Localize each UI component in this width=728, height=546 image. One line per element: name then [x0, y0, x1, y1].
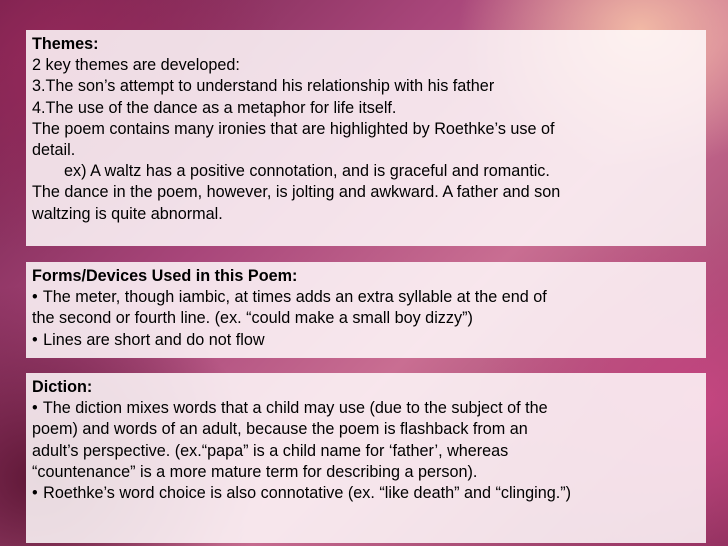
contrast-line-2: waltzing is quite abnormal.	[32, 204, 223, 223]
diction-bullet-1-line-4: “countenance” is a more mature term for describing a person).	[32, 462, 478, 481]
diction-bullet-1-line-3: adult’s perspective. (ex.“papa” is a child name for ‘father’, whereas	[32, 441, 509, 460]
themes-intro: 2 key themes are developed:	[32, 56, 240, 75]
forms-panel	[26, 262, 706, 358]
themes-heading: Themes:	[32, 35, 99, 53]
forms-bullet-2-text: Lines are short and do not flow	[38, 330, 265, 349]
forms-bullet-1-line-2: the second or fourth line. (ex. “could make a small boy dizzy”)	[32, 309, 473, 328]
theme-item-3: 3.The son’s attempt to understand his relationship with his father	[32, 77, 495, 96]
contrast-line-1: The dance in the poem, however, is jolting and awkward. A father and son	[32, 183, 561, 202]
diction-heading: Diction:	[32, 378, 93, 396]
diction-panel	[26, 373, 706, 543]
diction-bullet-1-text: The diction mixes words that a child may use (due to the subject of the	[38, 399, 548, 418]
forms-heading: Forms/Devices Used in this Poem:	[32, 267, 298, 285]
forms-bullet-1-line-1	[32, 287, 700, 308]
diction-bullet-1-line-2: poem) and words of an adult, because the poem is flashback from an	[32, 420, 528, 439]
diction-bullet-2	[32, 483, 700, 504]
themes-panel	[26, 30, 706, 246]
forms-bullet-1-text: The meter, though iambic, at times adds an extra syllable at the end of	[38, 288, 547, 307]
irony-line-1: The poem contains many ironies that are highlighted by Roethke’s use of	[32, 119, 555, 138]
irony-line-2: detail.	[32, 141, 76, 160]
forms-bullet-2	[32, 330, 700, 351]
diction-bullet-1-line-1	[32, 398, 700, 419]
waltz-example: ex) A waltz has a positive connotation, and is graceful and romantic.	[64, 162, 550, 181]
theme-item-4: 4.The use of the dance as a metaphor for life itself.	[32, 98, 397, 117]
diction-bullet-2-text: Roethke’s word choice is also connotative (ex. “like death” and “clinging.”)	[38, 484, 572, 503]
